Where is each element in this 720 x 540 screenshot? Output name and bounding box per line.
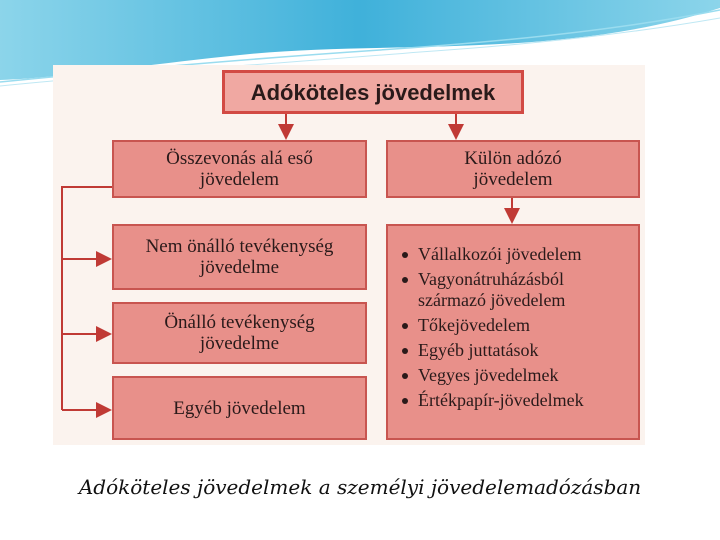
right-items-list [400,244,630,411]
left-connector-spine [62,187,112,410]
list-item: Vállalkozói jövedelem [400,244,630,265]
right-branch-box [386,140,640,198]
list-item: Értékpapír-jövedelmek [400,390,630,411]
list-item: Egyéb juttatások [400,340,630,361]
left-branch-label: Összevonás alá eső jövedelem [166,148,313,190]
list-item: Vegyes jövedelmek [400,365,630,386]
slide-caption: Adóköteles jövedelmek a személyi jövedelemadózásban [78,475,642,499]
left-item-label: Önálló tevékenység jövedelme [164,312,315,354]
left-item-box-3 [112,376,367,440]
right-items-box [386,224,640,440]
left-item-box-1 [112,224,367,290]
list-item: Vagyonátruházásból származó jövedelem [400,269,630,311]
right-branch-label: Külön adózó jövedelem [464,148,562,190]
left-item-label: Nem önálló tevékenység jövedelme [145,236,334,278]
left-item-box-2 [112,302,367,364]
left-item-label: Egyéb jövedelem [173,397,306,419]
diagram-title-box [222,70,524,114]
left-branch-box [112,140,367,198]
diagram-title: Adóköteles jövedelmek [250,79,496,105]
list-item: Tőkejövedelem [400,315,630,336]
